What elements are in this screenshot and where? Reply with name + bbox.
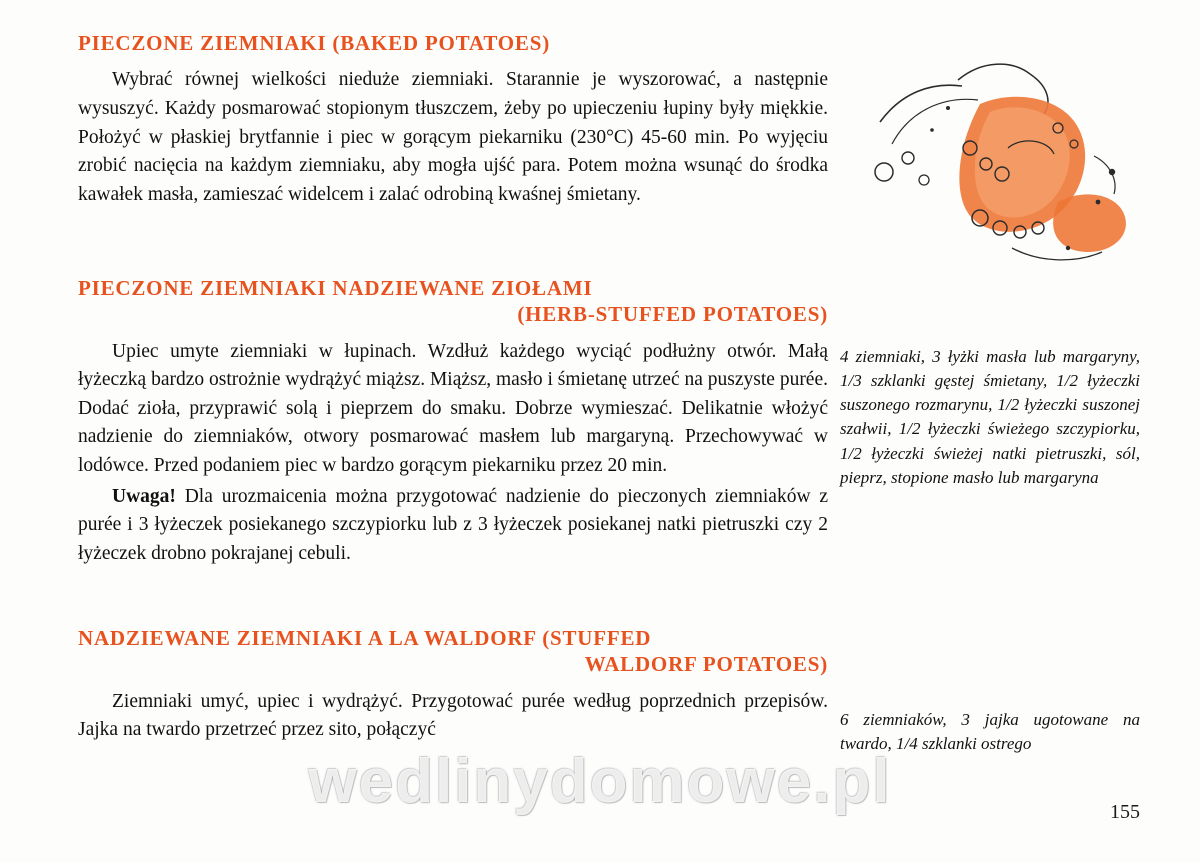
recipe-section-2: [78, 275, 828, 569]
recipe-2-paragraph-1: Upiec umyte ziemniaki w łupinach. Wzdłuż każdego wyciąć podłużny otwór. Małą łyżeczką bardzo ostrożnie wydrążyć miąższ. Miąższ, masło i śmietanę utrzeć na puszyste purée. Dodać zioła, przyprawić solą i pieprzem do smaku. Dobrze wymieszać. Delikatnie włożyć nadzienie do ziemniaków, otwory posmarować masłem lub margaryną. Przechowywać w lodówce. Przed podaniem piec w bardzo gorącym piekarniku przez 20 min.: [78, 340, 828, 477]
recipe-title-1-line1: PIECZONE ZIEMNIAKI (BAKED POTATOES): [78, 31, 550, 55]
recipe-3-paragraph-1: Ziemniaki umyć, upiec i wydrążyć. Przygotować purée według poprzednich przepisów. Jajka na twardo przetrzeć przez sito, połączyć: [78, 690, 828, 741]
recipe-title-3-line1: NADZIEWANE ZIEMNIAKI A LA WALDORF (STUFFED: [78, 626, 652, 650]
recipe-2-paragraph-2: Uwaga! Dla urozmaicenia można przygotować nadzienie do pieczonych ziemniaków z purée i 3 łyżeczek posiekanego szczypiorku lub z 3 łyżeczek posiekanej natki pietruszki czy 2 łyżeczek drobno pokrajanej cebuli.: [78, 485, 828, 565]
ingredients-list-3: 6 ziemniaków, 3 jajka ugotowane na twardo, 1/4 szklanki ostrego: [840, 710, 1140, 754]
recipe-section-3: [78, 625, 828, 745]
recipe-1-paragraph-1: Wybrać równej wielkości nieduże ziemniaki. Starannie je wyszorować, a następnie wysuszyć. Każdy posmarować stopionym tłuszczem, żeby po upieczeniu łupiny były miękkie. Położyć w płaskiej brytfannie i piec w gorącym piekarniku (230°C) 45-60 min. Po wyjęciu zrobić nacięcia na każdym ziemniaku, aby mogła ujść para. Potem można wsunąć do środka kawałek masła, zamieszać widelcem i zalać odrobiną kwaśnej śmietany.: [78, 69, 828, 205]
page-number: 155: [1110, 801, 1140, 823]
recipe-title-3: [78, 625, 828, 678]
recipe-title-2-line1: PIECZONE ZIEMNIAKI NADZIEWANE ZIOŁAMI: [78, 276, 593, 300]
note-label: Uwaga!: [112, 485, 176, 507]
ingredients-list-2: 4 ziemniaki, 3 łyżki masła lub margaryny, 1/3 szklanki gęstej śmietany, 1/2 łyżeczki suszonego rozmarynu, 1/2 łyżeczki suszonej szałwii, 1/2 łyżeczki świeżego szczypiorku, 1/2 łyżeczki świeżej natki pietruszki, sól, pieprz, stopione masło lub margaryna: [840, 347, 1140, 487]
recipe-title-3-line2: WALDORF POTATOES): [584, 652, 828, 677]
recipe-title-1: [78, 30, 828, 56]
recipe-title-2-line2: (HERB-STUFFED POTATOES): [517, 302, 828, 327]
recipe-title-2: [78, 275, 828, 328]
baked-potato-illustration: [862, 52, 1162, 277]
watermark: wedlinydomowe.pl: [308, 747, 892, 816]
recipe-section-1: [78, 30, 828, 210]
